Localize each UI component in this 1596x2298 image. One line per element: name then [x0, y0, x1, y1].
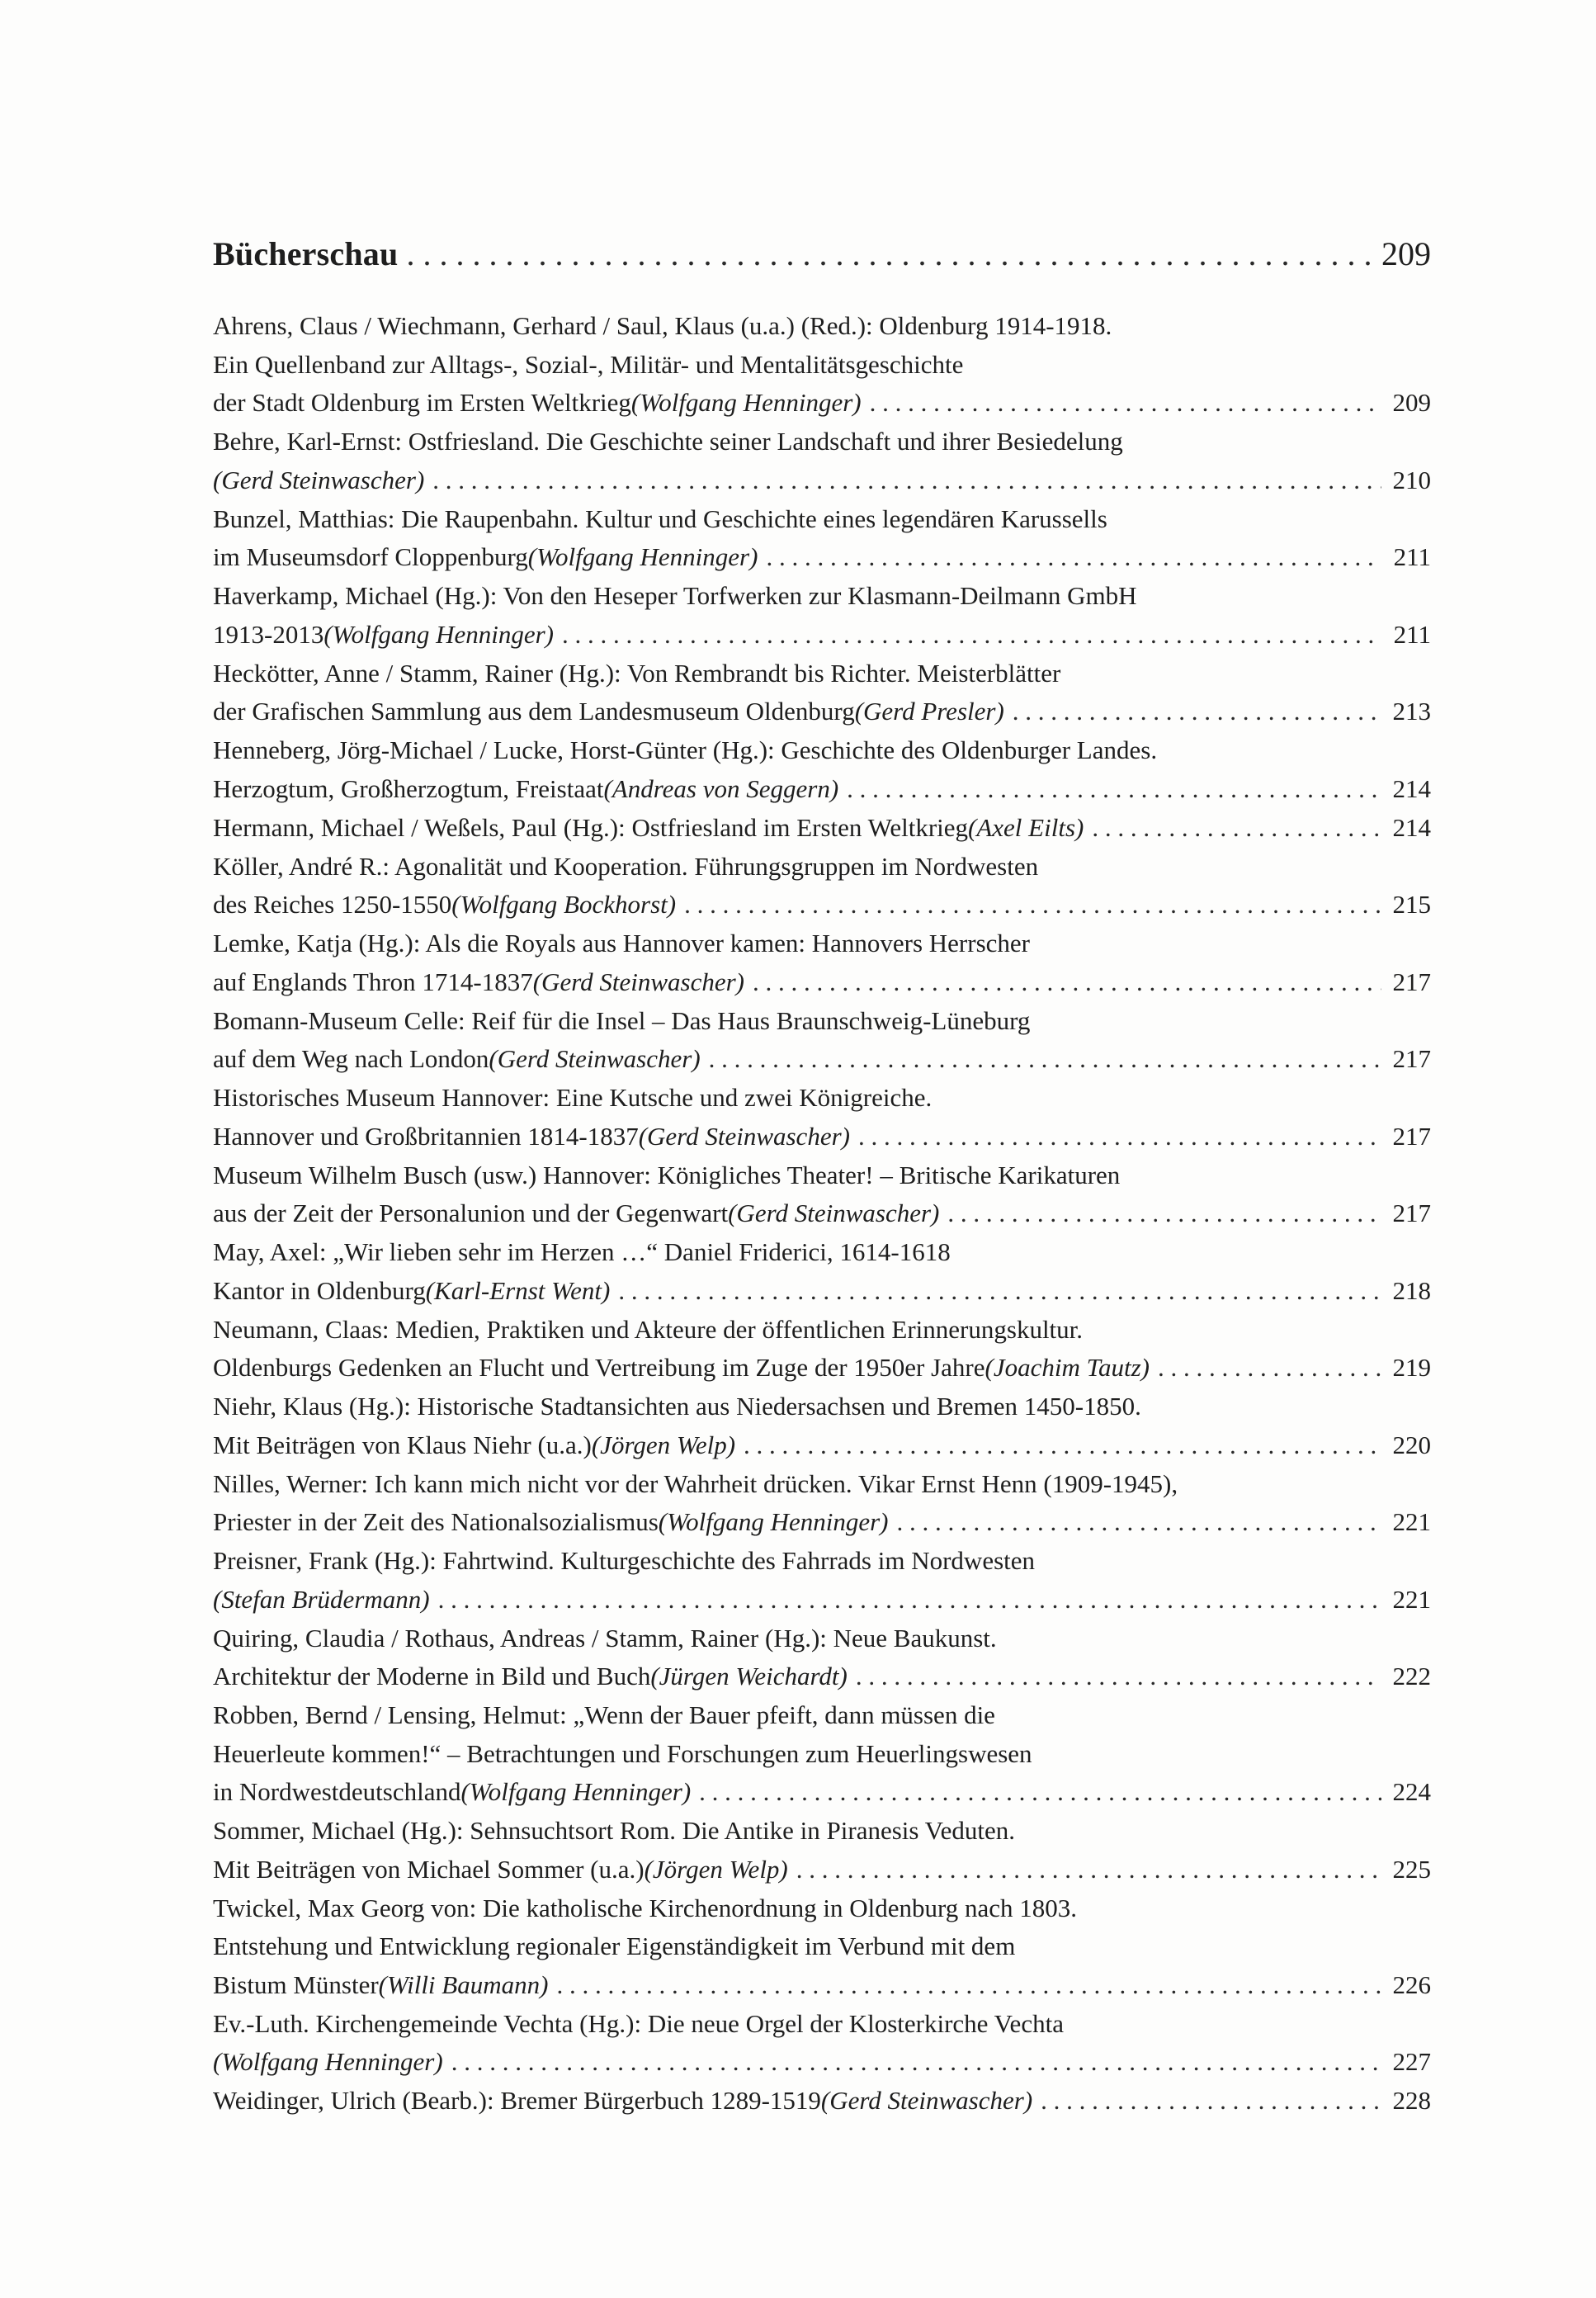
entry-title-line: Ev.-Luth. Kirchengemeinde Vechta (Hg.): Die neue Orgel der Klosterkirche Vechta [213, 2008, 1064, 2038]
entry-title-tail: Herzogtum, Großherzogtum, Freistaat [213, 773, 604, 803]
entry-title-line: Quiring, Claudia / Rothaus, Andreas / Stamm, Rainer (Hg.): Neue Baukunst. [213, 1623, 997, 1653]
entry-title-tail: auf Englands Thron 1714-1837 [213, 967, 533, 996]
dot-leader [406, 234, 1373, 274]
entry-last-line [213, 1966, 1431, 2005]
entry-reviewer: (Jürgen Weichardt) [650, 1662, 848, 1690]
toc-entry [213, 1002, 1431, 1079]
entry-reviewer: (Gerd Presler) [854, 697, 1004, 726]
entry-title-line: Museum Wilhelm Busch (usw.) Hannover: Königliches Theater! – Britische Karikaturen [213, 1160, 1121, 1189]
entry-last-line [213, 770, 1431, 809]
dot-leader [858, 1118, 1381, 1156]
toc-entry [213, 1889, 1431, 2005]
dot-leader [1158, 1349, 1381, 1388]
entry-title-tail: der Stadt Oldenburg im Ersten Weltkrieg [213, 388, 631, 417]
entry-title-line: Bomann-Museum Celle: Reif für die Insel – Das Haus Braunschweig-Lüneburg [213, 1005, 1031, 1035]
dot-leader [684, 886, 1381, 924]
dot-leader [766, 538, 1381, 577]
toc-entry [213, 2005, 1431, 2082]
toc-entry [213, 1465, 1431, 1542]
entry-page-number: 224 [1392, 1777, 1431, 1806]
toc-entry [213, 1388, 1431, 1464]
entry-last-line [213, 809, 1431, 848]
entry-page-number: 217 [1392, 967, 1431, 996]
entry-last-line [213, 1118, 1431, 1156]
entry-title-tail: der Grafischen Sammlung aus dem Landesmuseum Oldenburg [213, 697, 855, 726]
dot-leader [562, 616, 1381, 655]
toc-entry [213, 307, 1431, 423]
entry-title-tail: Oldenburgs Gedenken an Flucht und Vertreibung im Zuge der 1950er Jahre [213, 1353, 985, 1382]
toc-entry [213, 1233, 1431, 1310]
entry-title-line: Köller, André R.: Agonalität und Kooperation. Führungsgruppen im Nordwesten [213, 851, 1039, 881]
entry-reviewer: (Gerd Steinwascher) [213, 465, 425, 494]
entry-last-line [213, 1426, 1431, 1465]
section-heading [213, 234, 1431, 274]
toc-entry [213, 1542, 1431, 1619]
entry-reviewer: (Karl-Ernst Went) [425, 1275, 611, 1305]
entry-reviewer: (Gerd Steinwascher) [489, 1044, 701, 1073]
entry-title-tail: Hermann, Michael / Weßels, Paul (Hg.): Ostfriesland im Ersten Weltkrieg [213, 812, 969, 842]
entry-page-number: 211 [1393, 619, 1431, 649]
entry-last-line [213, 461, 1431, 500]
entry-last-line [213, 616, 1431, 655]
entry-title-line: Heckötter, Anne / Stamm, Rainer (Hg.): Von Rembrandt bis Richter. Meisterblätter [213, 658, 1061, 688]
entry-title-tail: 1913-2013 [213, 619, 324, 649]
entry-last-line [213, 693, 1431, 731]
entry-page-number: 218 [1392, 1275, 1431, 1305]
entry-title-tail: Priester in der Zeit des Nationalsozialismus [213, 1507, 659, 1536]
entry-last-line [213, 1773, 1431, 1812]
toc-entry [213, 1619, 1431, 1696]
entry-title-tail: des Reiches 1250-1550 [213, 890, 452, 919]
entry-reviewer: (Wolfgang Bockhorst) [451, 890, 677, 919]
entry-last-line [213, 963, 1431, 1002]
entry-reviewer: (Wolfgang Henninger) [658, 1507, 889, 1536]
section-page-number: 209 [1381, 235, 1431, 272]
entry-last-line [213, 538, 1431, 577]
entry-reviewer: (Gerd Steinwascher) [532, 967, 744, 996]
dot-leader [1041, 2082, 1381, 2121]
toc-entry [213, 1079, 1431, 1156]
entry-title-tail: Bistum Münster [213, 1969, 379, 1999]
toc-entry [213, 655, 1431, 731]
entry-last-line [213, 1581, 1431, 1619]
entry-last-line [213, 2043, 1431, 2082]
entry-reviewer: (Wolfgang Henninger) [323, 619, 555, 649]
entry-title-line: Ahrens, Claus / Wiechmann, Gerhard / Saul, Klaus (u.a.) (Red.): Oldenburg 1914-1918. [213, 311, 1112, 340]
entry-reviewer: (Axel Eilts) [968, 812, 1084, 842]
entry-title-line: Neumann, Claas: Medien, Praktiken und Akteure der öffentlichen Erinnerungskultur. [213, 1314, 1084, 1344]
toc-entry [213, 1311, 1431, 1388]
entry-title-tail: Weidinger, Ulrich (Bearb.): Bremer Bürgerbuch 1289-1519 [213, 2086, 821, 2115]
entry-title-tail: aus der Zeit der Personalunion und der Gegenwart [213, 1199, 729, 1227]
dot-leader [947, 1194, 1381, 1233]
entry-last-line [213, 1657, 1431, 1696]
entry-reviewer: (Jörgen Welp) [644, 1854, 788, 1884]
dot-leader [796, 1851, 1381, 1889]
entry-title-line: Behre, Karl-Ernst: Ostfriesland. Die Geschichte seiner Landschaft und ihrer Besiedelung [213, 427, 1123, 456]
entry-title-line: Henneberg, Jörg-Michael / Lucke, Horst-Günter (Hg.): Geschichte des Oldenburger Landes. [213, 735, 1158, 764]
dot-leader [432, 461, 1381, 500]
entry-title-line: Preisner, Frank (Hg.): Fahrtwind. Kulturgeschichte des Fahrrads im Nordwesten [213, 1546, 1036, 1575]
entry-title-line: Haverkamp, Michael (Hg.): Von den Heseper Torfwerken zur Klasmann-Deilmann GmbH [213, 581, 1137, 610]
section-title: Bücherschau [213, 235, 399, 272]
dot-leader [744, 1426, 1381, 1465]
dot-leader [709, 1040, 1381, 1079]
entry-title-line: Historisches Museum Hannover: Eine Kutsche und zwei Königreiche. [213, 1083, 933, 1112]
entry-list [213, 307, 1431, 2121]
entry-title-tail: Mit Beiträgen von Michael Sommer (u.a.) [213, 1854, 645, 1884]
entry-reviewer: (Gerd Steinwascher) [820, 2086, 1033, 2115]
toc-entry [213, 500, 1431, 577]
entry-title-line: Robben, Bernd / Lensing, Helmut: „Wenn der Bauer pfeift, dann müssen die [213, 1700, 995, 1729]
entry-last-line [213, 1194, 1431, 1233]
entry-page-number: 213 [1392, 697, 1431, 726]
entry-title-tail: in Nordwestdeutschland [213, 1777, 461, 1806]
entry-reviewer: (Wolfgang Henninger) [213, 2047, 443, 2076]
entry-last-line [213, 1851, 1431, 1889]
entry-last-line [213, 1349, 1431, 1388]
entry-page-number: 219 [1392, 1353, 1431, 1382]
entry-page-number: 217 [1392, 1044, 1431, 1073]
dot-leader [699, 1773, 1381, 1812]
toc-entry [213, 1812, 1431, 1889]
entry-last-line [213, 1272, 1431, 1311]
entry-page-number: 215 [1392, 890, 1431, 919]
entry-page-number: 214 [1392, 812, 1431, 842]
entry-title-line: Entstehung und Entwicklung regionaler Eigenständigkeit im Verbund mit dem [213, 1932, 1016, 1960]
entry-title-tail: auf dem Weg nach London [213, 1044, 489, 1073]
dot-leader [618, 1272, 1381, 1311]
entry-page-number: 228 [1392, 2086, 1431, 2115]
toc-entry [213, 1156, 1431, 1233]
entry-last-line [213, 1040, 1431, 1079]
entry-reviewer: (Joachim Tautz) [985, 1353, 1150, 1382]
entry-title-line: Niehr, Klaus (Hg.): Historische Stadtansichten aus Niedersachsen und Bremen 1450-1850. [213, 1392, 1141, 1421]
toc-entry [213, 1696, 1431, 1812]
entry-page-number: 209 [1392, 388, 1431, 417]
entry-title-line: Twickel, Max Georg von: Die katholische Kirchenordnung in Oldenburg nach 1803. [213, 1893, 1078, 1922]
entry-title-line: Heuerleute kommen!“ – Betrachtungen und Forschungen zum Heuerlingswesen [213, 1738, 1032, 1768]
entry-reviewer: (Stefan Brüdermann) [213, 1584, 430, 1614]
dot-leader [896, 1503, 1381, 1542]
entry-reviewer: (Jörgen Welp) [591, 1430, 736, 1459]
entry-title-tail: im Museumsdorf Cloppenburg [213, 542, 528, 571]
entry-page-number: 227 [1392, 2047, 1431, 2076]
dot-leader [847, 770, 1381, 809]
entry-title-line: Bunzel, Matthias: Die Raupenbahn. Kultur und Geschichte eines legendären Karussells [213, 504, 1107, 533]
toc-entry [213, 2082, 1431, 2121]
dot-leader [870, 384, 1381, 423]
entry-reviewer: (Wolfgang Henninger) [527, 542, 758, 571]
entry-reviewer: (Willi Baumann) [378, 1969, 549, 1999]
entry-page-number: 214 [1392, 773, 1431, 803]
entry-page-number: 225 [1392, 1854, 1431, 1884]
entry-page-number: 220 [1392, 1430, 1431, 1459]
toc-entry [213, 577, 1431, 654]
entry-title-tail: Mit Beiträgen von Klaus Niehr (u.a.) [213, 1430, 592, 1459]
entry-title-line: Lemke, Katja (Hg.): Als die Royals aus Hannover kamen: Hannovers Herrscher [213, 929, 1030, 958]
dot-leader [753, 963, 1381, 1002]
dot-leader [1092, 809, 1381, 848]
entry-page-number: 210 [1392, 465, 1431, 494]
entry-title-line: Ein Quellenband zur Alltags-, Sozial-, Militär- und Mentalitätsgeschichte [213, 349, 964, 379]
toc-entry [213, 423, 1431, 499]
toc-entry [213, 924, 1431, 1001]
entry-last-line [213, 1503, 1431, 1542]
entry-page-number: 217 [1392, 1121, 1431, 1151]
dot-leader [856, 1657, 1381, 1696]
entry-reviewer: (Gerd Steinwascher) [638, 1121, 850, 1151]
dot-leader [451, 2043, 1381, 2082]
entry-last-line [213, 886, 1431, 924]
entry-reviewer: (Andreas von Seggern) [603, 773, 839, 803]
toc-entry [213, 848, 1431, 924]
dot-leader [438, 1581, 1381, 1619]
entry-reviewer: (Wolfgang Henninger) [630, 388, 862, 417]
toc-entry [213, 809, 1431, 848]
toc-entry [213, 731, 1431, 808]
entry-title-tail: Hannover und Großbritannien 1814-1837 [213, 1121, 639, 1151]
entry-title-line: Sommer, Michael (Hg.): Sehnsuchtsort Rom. Die Antike in Piranesis Veduten. [213, 1816, 1015, 1845]
entry-last-line [213, 2082, 1431, 2121]
entry-page-number: 221 [1392, 1584, 1431, 1614]
entry-reviewer: (Wolfgang Henninger) [460, 1777, 692, 1806]
entry-title-tail: Architektur der Moderne in Bild und Buch [213, 1662, 651, 1690]
entry-page-number: 211 [1393, 542, 1431, 571]
entry-title-line: May, Axel: „Wir lieben sehr im Herzen …“ Daniel Friderici, 1614-1618 [213, 1237, 951, 1266]
entry-reviewer: (Gerd Steinwascher) [728, 1199, 940, 1227]
entry-page-number: 221 [1392, 1507, 1431, 1536]
dot-leader [1013, 693, 1381, 731]
entry-page-number: 226 [1392, 1969, 1431, 1999]
entry-page-number: 222 [1392, 1662, 1431, 1690]
dot-leader [556, 1966, 1381, 2005]
entry-page-number: 217 [1392, 1199, 1431, 1227]
entry-title-line: Nilles, Werner: Ich kann mich nicht vor der Wahrheit drücken. Vikar Ernst Henn (1909-1945), [213, 1468, 1178, 1498]
entry-title-tail: Kantor in Oldenburg [213, 1275, 426, 1305]
entry-last-line [213, 384, 1431, 423]
